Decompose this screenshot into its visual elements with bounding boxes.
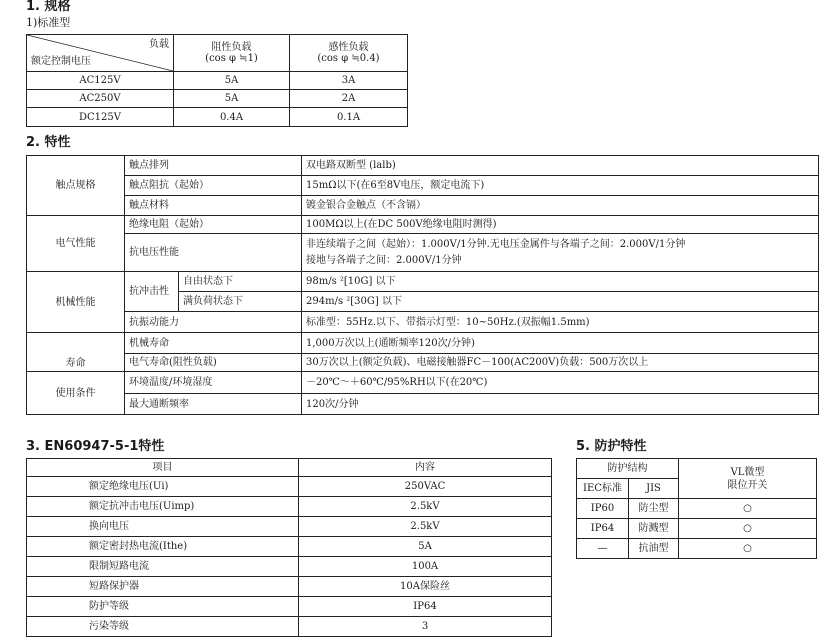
resistive-load-header: 阻性负载 (cos φ ≒1) <box>174 35 290 72</box>
header-iec: IEC标准 <box>577 479 629 499</box>
group-mechanical: 机械性能 <box>27 272 125 333</box>
corner-voltage-label: 额定控制电压 <box>31 56 91 67</box>
circle-mark: ○ <box>679 499 817 519</box>
table-row: 防护等级 IP64 <box>27 597 552 617</box>
section2-title: 2. 特性 <box>26 135 71 150</box>
table-row: IP64 防溅型 ○ <box>577 519 817 539</box>
header-content: 内容 <box>299 459 552 477</box>
circle-mark: ○ <box>679 519 817 539</box>
table-row: IP60 防尘型 ○ <box>577 499 817 519</box>
section1-subtitle: 1)标准型 <box>26 16 71 29</box>
table-row: 换向电压 2.5kV <box>27 517 552 537</box>
table-row: 污染等级 3 <box>27 617 552 637</box>
section1-title: 1. 规格 <box>26 0 71 14</box>
en60947-table <box>26 458 552 637</box>
table-row: — 抗油型 ○ <box>577 539 817 559</box>
table-row: 额定抗冲击电压(Uimp) 2.5kV <box>27 497 552 517</box>
spec-table <box>26 34 408 127</box>
table-row: 短路保护器 10A保险丝 <box>27 577 552 597</box>
table-row: DC125V 0.4A 0.1A <box>27 108 408 127</box>
corner-load-label: 负载 <box>149 39 169 50</box>
group-life: 寿命 <box>27 333 125 372</box>
table-row: AC250V 5A 2A <box>27 90 408 108</box>
group-contact: 触点规格 <box>27 156 125 216</box>
inductive-load-header: 感性负载 (cos φ ≒0.4) <box>290 35 408 72</box>
header-vl-switch: VL微型 限位开关 <box>679 459 817 499</box>
spec-corner-cell <box>27 35 174 72</box>
table-row: 额定密封热电流(Ithe) 5A <box>27 537 552 557</box>
table-row: 限制短路电流 100A <box>27 557 552 577</box>
header-item: 项目 <box>27 459 299 477</box>
circle-mark: ○ <box>679 539 817 559</box>
group-environment: 使用条件 <box>27 372 125 415</box>
section3-title: 3. EN60947-5-1特性 <box>26 439 165 454</box>
table-row: 额定绝缘电压(Ui) 250VAC <box>27 477 552 497</box>
characteristics-table: 触点规格 触点排列 双电路双断型 (lalb) 触点阻抗（起始） 15mΩ以下(在6至8V电压，额定电流下) 触点材料 镀金银合金触点（不含镉） 电气性能 绝缘电阻（起始） 100MΩ以上(在DC 500V绝缘电阻时测得) 抗电压性能 非连续端子之间（起始）：1.000V/1分钟.无电压金属件与各端子之间：2.000V/1分钟 接地与各端子之间：2.000V/1分钟 机械性能 抗冲击性 自由状态下 98m/s ²[10G] 以下 满负荷状态下 294m/s ²[30G] 以下 抗振动能力 标准型：55Hz.以下、带指示灯型：10~50Hz.(双振幅1.5mm) 寿命 机械寿命 1,000万次以上(通断频率120次/分钟) 电气寿命(阻性负载) 30万次以上(额定负载)、电磁接触器FC－100(AC200V)负载：500万次以上 使用条件 环境温度/环境湿度 －20℃～＋60℃/95%RH以下(在20℃) 最大通断频率 120次/分钟 <box>26 155 819 415</box>
header-protection-structure: 防护结构 <box>577 459 679 479</box>
section5-title: 5. 防护特性 <box>576 439 647 454</box>
protection-table <box>576 458 817 559</box>
table-row: AC125V 5A 3A <box>27 72 408 90</box>
header-jis: JIS <box>629 479 679 499</box>
group-electrical: 电气性能 <box>27 216 125 272</box>
